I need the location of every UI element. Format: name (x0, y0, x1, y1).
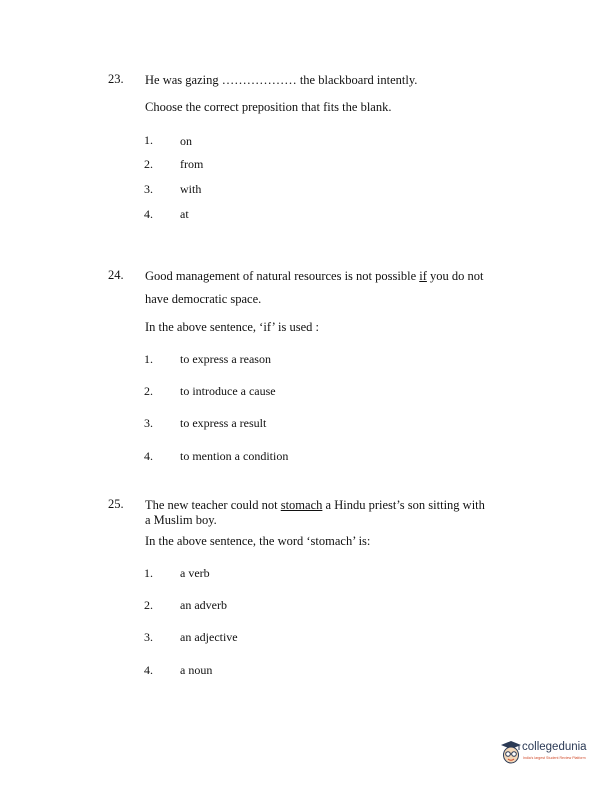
question-23-option-1-text: on (180, 134, 192, 148)
question-23-stem: He was gazing ……………… the blackboard intently. (145, 73, 418, 87)
question-23-number: 23. (108, 72, 124, 86)
question-24-option-4-number: 4. (144, 449, 153, 463)
question-24-stem-before: Good management of natural resources is not possible (145, 269, 420, 283)
question-24-option-1-text: to express a reason (180, 352, 271, 366)
question-24-option-2-text: to introduce a cause (180, 384, 276, 398)
question-25-option-1-text: a verb (180, 566, 210, 580)
question-23-option-4-number: 4. (144, 207, 153, 221)
question-25-option-4-number: 4. (144, 663, 153, 677)
question-24-option-1-number: 1. (144, 352, 153, 366)
question-25-option-2-number: 2. (144, 598, 153, 612)
question-24-option-2-number: 2. (144, 384, 153, 398)
question-23-option-1-number: 1. (144, 133, 153, 147)
question-25-stem (145, 497, 515, 513)
question-25-option-4-text: a noun (180, 663, 213, 677)
question-23-option-3-number: 3. (144, 182, 153, 196)
question-24-option-4-text: to mention a condition (180, 449, 289, 463)
question-25-stem-underlined: stomach (280, 498, 323, 512)
question-25-stem-before: The new teacher could not (145, 498, 281, 512)
question-23-instruction: Choose the correct preposition that fits the blank. (145, 100, 392, 114)
question-24-stem-after: you do not (426, 269, 484, 283)
question-24-stem-line2: have democratic space. (145, 292, 262, 306)
question-25-option-3-text: an adjective (180, 630, 238, 644)
question-23-option-4-text: at (180, 207, 189, 221)
logo-tagline: India's largest Student Review Platform (523, 756, 586, 760)
question-24-stem-underlined: if (419, 269, 427, 283)
question-25-option-2-text: an adverb (180, 598, 227, 612)
question-25-number: 25. (108, 497, 124, 511)
question-23-option-2-number: 2. (144, 157, 153, 171)
question-24-option-3-text: to express a result (180, 416, 267, 430)
question-25-stem-after: a Hindu priest’s son sitting with (322, 498, 485, 512)
question-24-option-3-number: 3. (144, 416, 153, 430)
question-23-option-3-text: with (180, 182, 202, 196)
mascot-icon (500, 740, 522, 766)
logo-wordmark: collegedunia (522, 741, 587, 753)
question-24-number: 24. (108, 268, 124, 282)
question-25-option-1-number: 1. (144, 566, 153, 580)
collegedunia-logo (500, 740, 612, 770)
question-24-instruction: In the above sentence, ‘if’ is used : (145, 320, 320, 334)
question-23-option-2-text: from (180, 157, 204, 171)
question-25-instruction: In the above sentence, the word ‘stomach’ is: (145, 534, 371, 548)
question-25-stem-line2: a Muslim boy. (145, 513, 217, 527)
question-25-option-3-number: 3. (144, 630, 153, 644)
question-24-stem (145, 268, 515, 284)
